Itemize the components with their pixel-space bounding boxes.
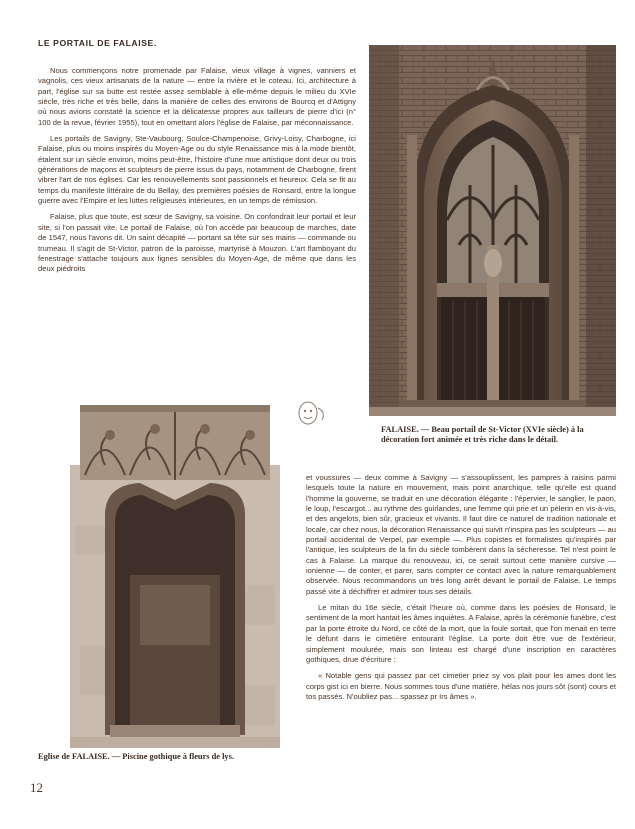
paragraph-mitan: Le mitan du 16e siècle, c'était l'heure où, comme dans les poésies de Ronsard, le sentiment de la mort hantait les âmes inquiètes. A Falaise, après la cérémonie funèbre, c'est par la porte étroite du Nord, ce côté de la mort, que la foule sortait, que l'on menait en terre le défunt dans le cimetière entourant l'église. La porte doit être vue de l'extérieur, simplement moulurée, mais son linteau est chargé d'une inscription en caractères gothiques, drue d'écriture : bbox=[306, 603, 617, 664]
portal-photo-caption: FALAISE. — Beau portail de St-Victor (XVIe siècle) à la décoration fort animée et très riche dans le détail. bbox=[381, 425, 584, 444]
right-text-column bbox=[306, 473, 616, 708]
stamp-drawing bbox=[296, 400, 330, 426]
page-number: 12 bbox=[30, 780, 43, 795]
paragraph-intro: Nous commençons notre promenade par Falaise, vieux village à vignes, vanniers et vagnolis, ces vieux artisanats de la nature — entre la rivière et le coteau. Ici, architecture à part, l'église sur sa butte est restée assez semblable à elle-même depuis le milieu du XVIe siècle, très riche et très belle, dans la manière de celles des environs de Bourcq et d'Attigny où nous avions constaté la science et la délicatesse propres aux tailleurs de pierre d'ici (n° 100 de la revue, février 1955), tout en omettant alors l'église de Falaise, par méconnaissance. bbox=[38, 66, 356, 127]
paragraph-inscription: « Notable gens qui passez par cet cimetier priez sy vos plait pour les ames dont les corps gist ici en bierre. Nous sommes tous d'une matière, hélas nos jours sôt (sont) cours et tos passés. N'oubliez pas... spassez pr Irs âmes ». bbox=[306, 671, 616, 701]
article-title: LE PORTAIL DE FALAISE. bbox=[38, 38, 157, 48]
paragraph-portails: Les portails de Savigny, Ste-Vaubourg, Soulce-Champenoise, Grivy-Loisy, Charbogne, ici Falaise, plus ou moins inspirés du Moyen-Age ou du style Renaissance mis à la mode bientôt, étalent sur un siècle environ, moins peut-être, l'histoire d'une mue artistique dont deux ou trois générations de maçons et sculpteurs de pierre issus du pays, notamment de Charbogne, firent vibrer l'art de nos églises. Car les renouvellements sont passionnels et heureux. Cela se fit au temps du manifeste littéraire de du Bellay, des premières poésies de Ronsard, entre la longue guerre avec l'Empire et les luttes religieuses intérieures, en un temps de rémission. bbox=[38, 134, 356, 206]
left-text-column bbox=[38, 66, 356, 281]
piscine-photo-caption: Eglise de FALAISE. — Piscine gothique à fleurs de lys. bbox=[38, 752, 234, 761]
portal-photo bbox=[369, 45, 616, 416]
piscine-photo-drawing bbox=[70, 405, 280, 748]
portal-photo-drawing bbox=[369, 45, 616, 416]
paragraph-voussures: et voussures — deux comme à Savigny — s'assouplissent, les pampres à raisins parmi lesquels toute la nature en mouvement, mais point anarchique, telle qu'elle est quand l'homme la gouverne, se traduit en une décoration élégante : l'épervier, le sanglier, le paon, le loup, l'escargot... au rythme des guirlandes, une femme qui prie et un pèlerin en vis-à-vis, et des angelots, bien sûr, gracieux et vivants. Il faut dire ce naturel de tradition nationale et locale, car chez nous, la décoration Renaissance qui suivit n'inspira pas les sculpteurs — au portail accidental de Verpel, par exemple —. Plus copistes et formalistes qu'inspirés par l'antique, les sculpteurs de la fin du siècle tombèrent dans la sécheresse. Tel n'est point le cas à Falaise. La marque du renouveau, ici, ce serait surtout cette manière cursive — ionienne — de conter, et parer, sans compter ce contact avec la nature remarquablement observée. Nous recommandons un très long arrêt devant le portail de Falaise. Le temps passé vite à déchiffrer et admirer tous ses détails. bbox=[306, 473, 617, 596]
piscine-photo bbox=[70, 405, 280, 748]
paragraph-savigny: Falaise, plus que toute, est sœur de Savigny, sa voisine. On confondrait leur portail et leur site, si l'on passait vite. Le portail de Falaise, où l'on accède par beaucoup de marches, date de 1547, nous l'avons dit. Un saint décapité — portant sa tête sur ses mains — commande ou trumeau. Il s'agit de St-Victor, patron de la paroisse, martyrisé à Mouzon. L'art flamboyant du fenestrage s'attache toujours aux lignes sensibles du Moyen-Age, de même que dans les deux piédroits bbox=[38, 212, 356, 274]
